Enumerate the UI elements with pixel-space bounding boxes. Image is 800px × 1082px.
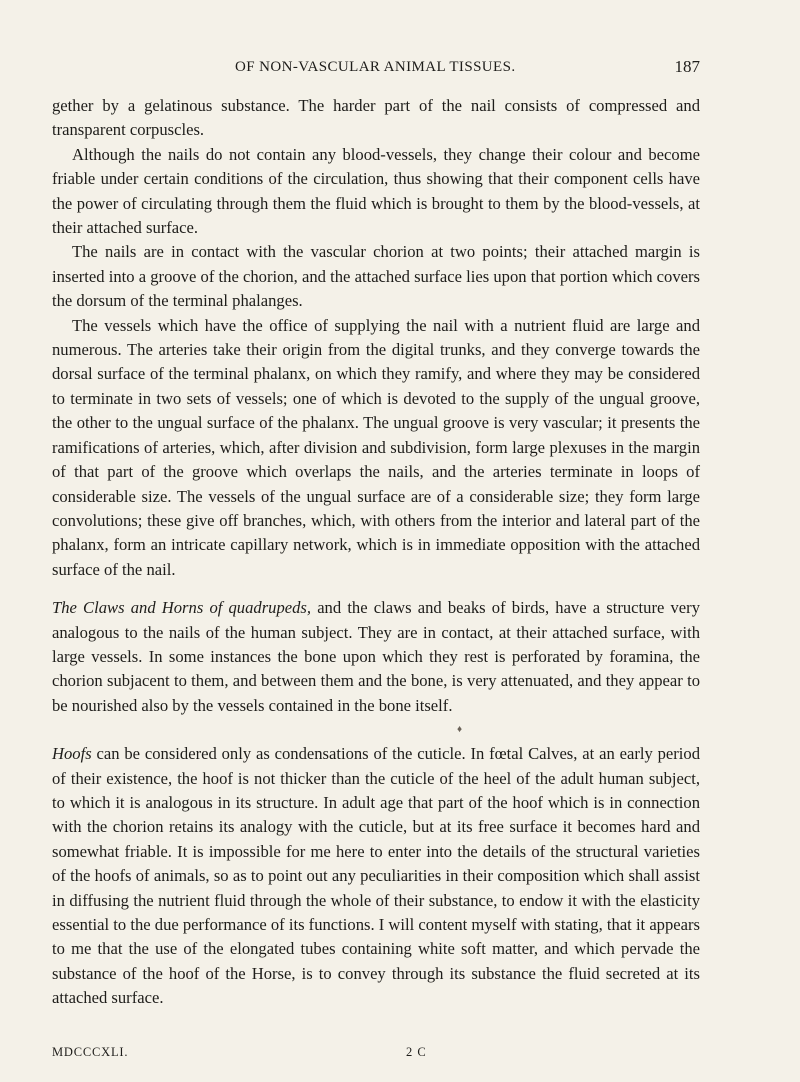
footer-signature: 2 C <box>406 1045 427 1059</box>
hoofs-text: can be considered only as condensations of the cuticle. In fœtal Calves, at an early period of their existence, the hoof is not thicker than the cuticle of the heel of the adult human subject, to which it is analogous in its structure. In adult age that part of the hoof which is in connection with the chorion retains its analogy with the cuticle, but at its free surface it becomes hard and somewhat friable. It is impossible for me here to enter into the details of the structural varieties of the hoofs of animals, so as to point out any peculiarities in their composition which shall assist in diffusing the nutrient fluid through the whole of their substance, to endow it with the elasticity essential to the due performance of its functions. I will content myself with stating, that it appears to me that the use of the elongated tubes containing white soft matter, and which pervade the substance of the hoof of the Horse, is to convey through its substance the fluid secreted at its attached surface. <box>52 744 700 1008</box>
paragraph-nail-vessels: The vessels which have the office of supplying the nail with a nutrient fluid are large and numerous. The arteries take their origin from the digital trunks, and they converge towards the dorsal surface of the terminal phalanx, on which they ramify, and where they may be considered to terminate in two sets of vessels; one of which is devoted to the supply of the ungual groove, the other to the ungual surface of the phalanx. The ungual groove is very vascular; it presents the ramifications of arteries, which, after division and subdivision, form large plexuses in the margin of that part of the groove which overlaps the nails, and the arteries terminate in loops of considerable size. The vessels of the ungual surface are of a considerable size; they form large convolutions; these give off branches, which, with others from the interior and lateral part of the phalanx, form an intricate capillary network, which is in immediate opposition with the attached surface of the nail. <box>52 315 700 579</box>
paragraph-claws-and-horns <box>52 596 700 718</box>
paragraph-nail-contact: The nails are in contact with the vascular chorion at two points; their attached margin is inserted into a groove of the chorion, and the attached surface lies upon that portion which covers the dorsum of the terminal phalanges. <box>52 242 700 311</box>
body-text <box>52 94 700 1011</box>
paragraph-nail-circulation: Although the nails do not contain any blood-vessels, they change their colour and become friable under certain conditions of the circulation, thus showing that their component cells have the power of circulating through them the fluid which is brought to them by the blood-vessels, at their attached surface. <box>52 144 700 238</box>
paragraph-nail-structure-continuation: gether by a gelatinous substance. The harder part of the nail consists of compressed and transparent corpuscles. <box>52 96 700 140</box>
footer-year: MDCCCXLI. <box>52 1045 129 1059</box>
claws-and-horns-heading: The Claws and Horns of quadrupeds, <box>52 598 312 618</box>
page-number: 187 <box>674 57 700 76</box>
paragraph-hoofs <box>52 742 700 1010</box>
claws-and-horns-text: and the claws and beaks of birds, have a structure very analogous to the nails of the human subject. They are in contact, at their attached surface, with large vessels. In some instances the bone upon which they rest is perforated by foramina, the chorion subjacent to them, and between them and the bone, is very attenuated, and they appear to be nourished also by the vessels contained in the bone itself. <box>52 598 700 715</box>
running-head: OF NON-VASCULAR ANIMAL TISSUES. <box>235 59 516 75</box>
hoofs-heading: Hoofs <box>52 744 92 764</box>
ornament-mark: ♦ <box>457 724 463 736</box>
